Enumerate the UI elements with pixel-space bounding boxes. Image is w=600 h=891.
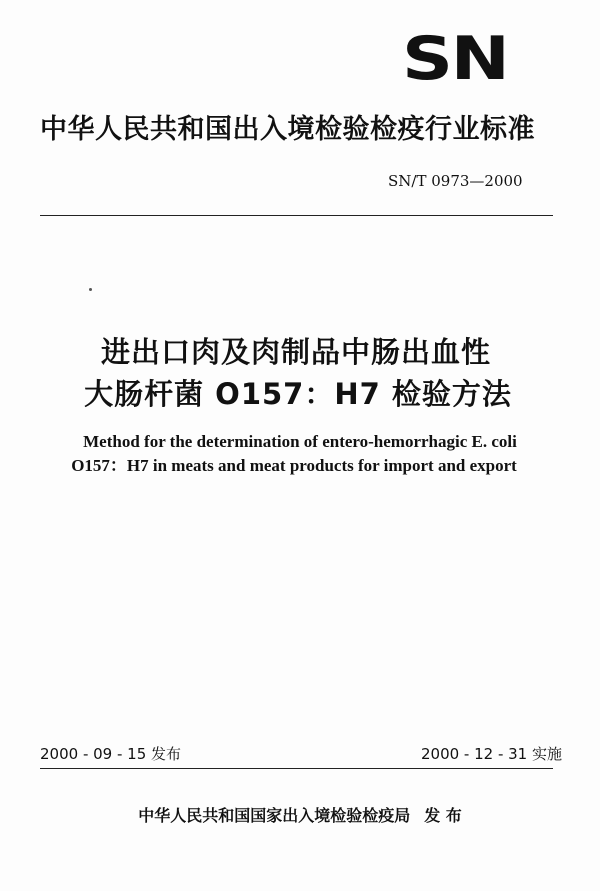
issuer-action: 发 布 [424,806,462,825]
scan-dot [89,288,92,291]
issuer-name: 中华人民共和国国家出入境检验检疫局 [138,806,411,825]
english-title-line-2: O157：H7 in meats and meat products for import and export [71,456,517,475]
sn-logo: SN [402,24,508,94]
top-divider [40,215,553,216]
implementation-date: 2000 - 12 - 31 实施 [420,745,562,763]
issue-date: 2000 - 09 - 15 发布 [40,745,182,763]
chinese-title-line-2: 大肠杆菌 O157：H7 检验方法 [84,377,512,411]
bottom-divider [40,768,553,769]
issuing-authority [0,803,600,826]
standard-number: SN/T 0973—2000 [388,172,523,190]
standard-category-title: 中华人民共和国出入境检验检疫行业标准 [40,114,535,145]
chinese-title-line-1: 进出口肉及肉制品中肠出血性 [100,335,491,369]
english-title-line-1: Method for the determination of entero-hemorrhagic E. coli [83,432,517,451]
